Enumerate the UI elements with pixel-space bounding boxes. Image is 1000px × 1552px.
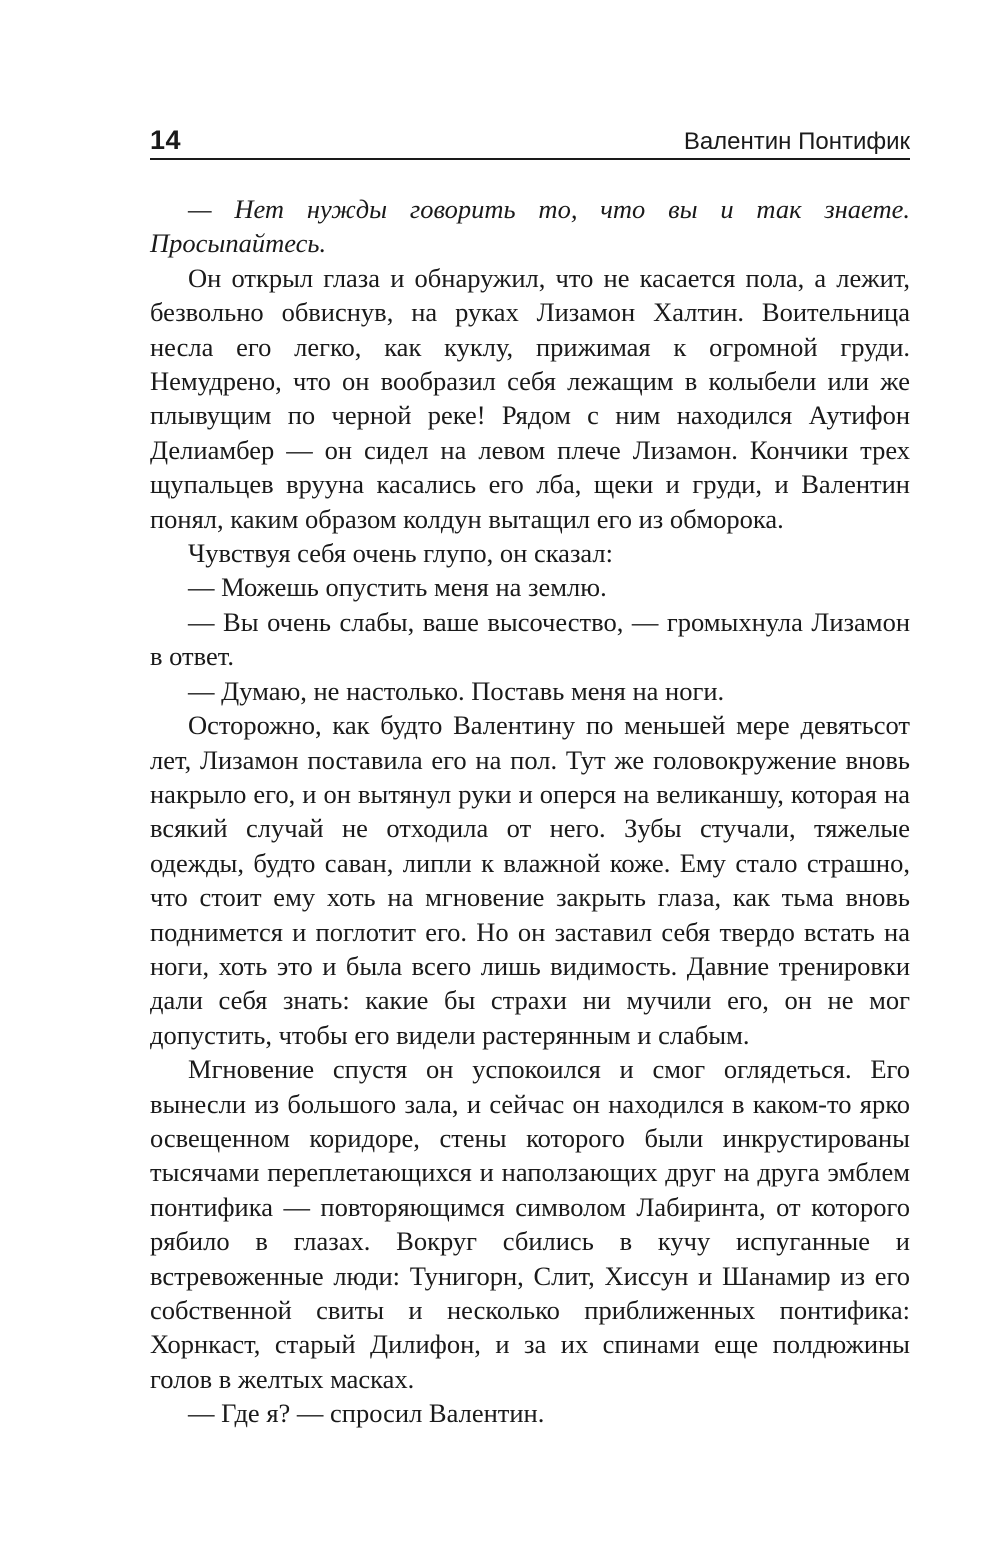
book-page [150, 118, 910, 1431]
paragraph-dialogue: — Где я? — спросил Валентин. [188, 1398, 545, 1429]
page-number: 14 [150, 125, 182, 155]
running-head [150, 118, 910, 160]
book-title: Валентин Понтифик [683, 128, 910, 155]
paragraph: Чувствуя себя очень глупо, он сказал: [188, 538, 613, 569]
paragraph: Он открыл глаза и обнаружил, что не касается пола, а лежит, безвольно обвиснув, на руках Лизамон Халтин. Воительница несла его легко, как куклу, прижимая к огромной груди. Немудрено, что он вообразил себя лежащим в колыбели или же плывущим по черной реке! Рядом с ним находился Аутифон Делиамбер — он сидел на левом плече Лизамон. Кончики трех щупальцев врууна касались его лба, щеки и груди, и Валентин понял, каким образом колдун вытащил его из обморока. [150, 262, 910, 534]
paragraph-dialogue: — Можешь опустить меня на землю. [188, 572, 607, 603]
paragraph-dialogue: — Нет нужды говорить то, что вы и так знаете. Просыпайтесь. [150, 194, 910, 259]
body-text [150, 192, 910, 1431]
paragraph-dialogue: — Думаю, не настолько. Поставь меня на ноги. [188, 675, 725, 706]
paragraph: Осторожно, как будто Валентину по меньшей мере девятьсот лет, Лизамон поставила его на пол. Тут же головокружение вновь накрыло его, и он вытянул руки и оперся на великаншу, которая на всякий случай не отходила от него. Зубы стучали, тяжелые одежды, будто саван, липли к влажной коже. Ему стало страшно, что стоит ему хоть на мгновение закрыть глаза, как тьма вновь поднимется и поглотит его. Но он заставил себя твердо встать на ноги, хоть это и была всего лишь видимость. Давние тренировки дали себя знать: какие бы страхи ни мучили его, он не мог допустить, чтобы его видели растерянным и слабым. [150, 710, 910, 1050]
paragraph-dialogue: — Вы очень слабы, ваше высочество, — громыхнула Лизамон в ответ. [150, 606, 910, 672]
paragraph: Мгновение спустя он успокоился и смог оглядеться. Его вынесли из большого зала, и сейчас он находился в каком-то ярко освещенном коридоре, стены которого были инкрустированы тысячами переплетающихся и наползающих друг на друга эмблем понтифика — повторяющимся символом Лабиринта, от которого рябило в глазах. Вокруг сбились в кучу испуганные и встревоженные люди: Тунигорн, Слит, Хиссун и Шанамир из его собственной свиты и несколько приближенных понтифика: Хорнкаст, старый Дилифон, и за их спинами еще полдюжины голов в желтых масках. [150, 1054, 910, 1394]
